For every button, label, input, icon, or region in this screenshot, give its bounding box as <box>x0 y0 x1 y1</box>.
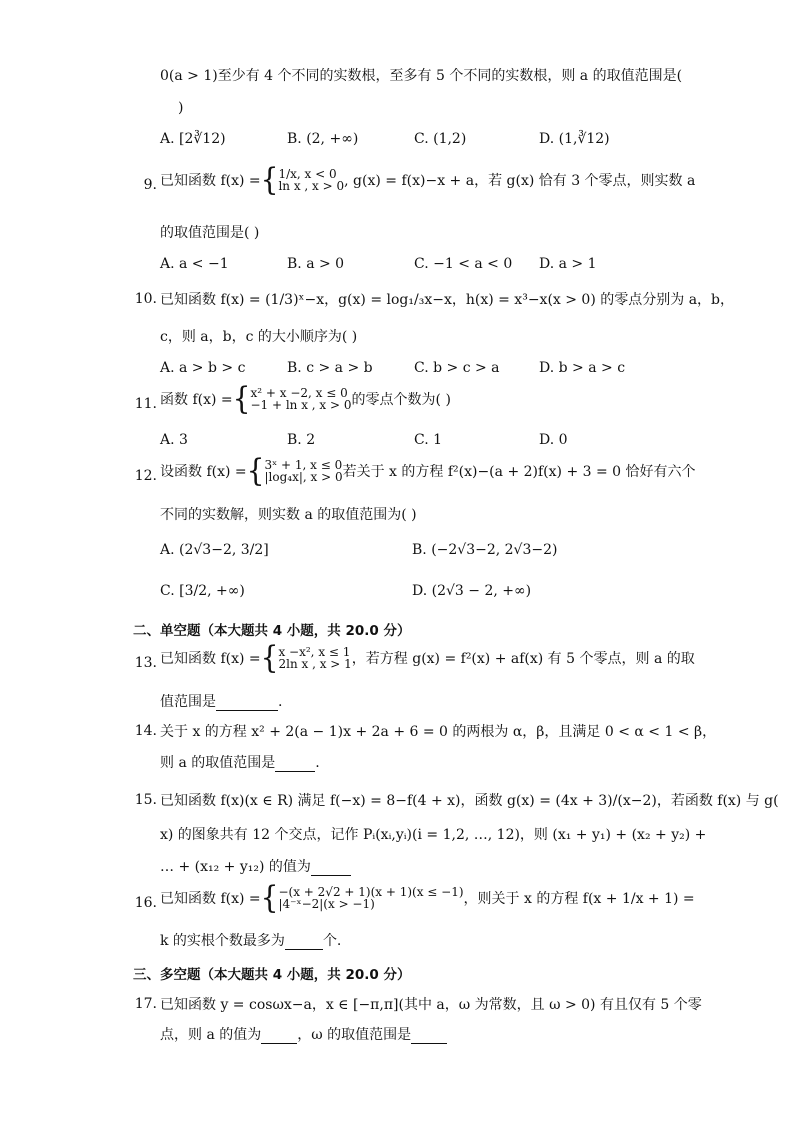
q12-option-c: C. [3/2, +∞) <box>160 583 245 599</box>
q14-line1: 关于 x 的方程 x² + 2(a − 1)x + 2a + 6 = 0 的两根为 α，β，且满足 0 < α < 1 < β， <box>160 724 717 740</box>
q9-option-d: D. a > 1 <box>539 256 597 272</box>
q12-option-d: D. (2√3 − 2, +∞) <box>412 583 532 599</box>
q9-line2: 的取值范围是( ) <box>160 225 260 241</box>
q9-option-c: C. −1 < a < 0 <box>414 256 513 272</box>
q11-brace: { <box>232 380 251 417</box>
q16-pre: 已知函数 f(x) = <box>160 891 261 907</box>
q9-pre: 已知函数 f(x) = <box>160 173 261 189</box>
q15-line3 <box>160 858 351 876</box>
q13-line2-text: 值范围是 <box>160 694 216 710</box>
q14-answer-blank[interactable] <box>275 757 315 772</box>
q16-line2 <box>160 932 341 950</box>
q11-option-a: A. 3 <box>160 432 188 448</box>
q8-line1: 0(a > 1)至少有 4 个不同的实数根，至多有 5 个不同的实数根，则 a 的取值范围是( <box>160 68 683 84</box>
q9-cases <box>278 168 344 192</box>
q12-option-a: A. (2√3−2, 3/2] <box>160 542 269 558</box>
section-3-heading: 三、多空题（本大题共 4 小题，共 20.0 分） <box>133 967 411 983</box>
q13-line2-end: . <box>278 694 283 710</box>
q17-line1: 已知函数 y = cosωx−a，x ∈ [−π,π](其中 a，ω 为常数，且 ω > 0) 有且仅有 5 个零 <box>160 997 702 1013</box>
q13-pre: 已知函数 f(x) = <box>160 651 261 667</box>
q15-line2: x) 的图象共有 12 个交点，记作 Pᵢ(xᵢ,yᵢ)(i = 1,2, …, 12)，则 (x₁ + y₁) + (x₂ + y₂) + <box>160 827 707 843</box>
q9-option-a: A. a < −1 <box>160 256 229 272</box>
q13-stem <box>160 639 695 676</box>
q16-line2-text: k 的实根个数最多为 <box>160 933 285 949</box>
q13-number: 13. <box>134 655 157 671</box>
q13-brace: { <box>260 639 279 676</box>
q8-line2: ) <box>178 100 184 116</box>
q11-option-b: B. 2 <box>287 432 316 448</box>
q10-line1: 已知函数 f(x) = (1/3)ˣ−x，g(x) = log₁/₃x−x，h(x) = x³−x(x > 0) 的零点分别为 a，b， <box>160 292 735 308</box>
q13-case1: x −x², x ≤ 1 <box>278 645 351 659</box>
section-2-heading: 二、单空题（本大题共 4 小题，共 20.0 分） <box>133 623 411 639</box>
q11-option-d: D. 0 <box>539 432 568 448</box>
q12-line2: 不同的实数解，则实数 a 的取值范围为( ) <box>160 507 417 523</box>
q17-answer-blank-2[interactable] <box>411 1029 447 1044</box>
q15-number: 15. <box>134 792 157 808</box>
q13-line2 <box>160 693 282 711</box>
q12-case1: 3ˣ + 1, x ≤ 0 <box>264 458 343 472</box>
q17-line2a: 点，则 a 的值为 <box>160 1027 262 1043</box>
q9-brace: { <box>260 161 279 198</box>
q10-option-a: A. a > b > c <box>160 360 246 376</box>
q9-case1: 1/x, x < 0 <box>278 167 337 181</box>
q17-number: 17. <box>134 996 157 1012</box>
q8-option-c: C. (1,2) <box>414 131 467 147</box>
q17-line2b: ，ω 的取值范围是 <box>297 1027 412 1043</box>
q16-line2-end: 个. <box>322 933 342 949</box>
q11-case1: x² + x −2, x ≤ 0 <box>250 386 348 400</box>
q11-post: 的零点个数为( ) <box>351 392 451 408</box>
q17-answer-blank-1[interactable] <box>261 1029 297 1044</box>
q16-answer-blank[interactable] <box>285 935 323 950</box>
q14-line2-end: . <box>315 755 320 771</box>
q12-post: 若关于 x 的方程 f²(x)−(a + 2)f(x) + 3 = 0 恰好有六个 <box>342 464 696 480</box>
q11-cases <box>250 387 351 411</box>
q13-case2: 2ln x , x > 1 <box>278 657 352 671</box>
q8-option-d: D. (1,∛12) <box>539 131 610 147</box>
q15-answer-blank[interactable] <box>311 861 351 876</box>
q15-line1: 已知函数 f(x)(x ∈ R) 满足 f(−x) = 8−f(4 + x)，函数 g(x) = (4x + 3)/(x−2)，若函数 f(x) 与 g( <box>160 793 779 809</box>
q16-stem <box>160 879 695 916</box>
q11-case2: −1 + ln x , x > 0 <box>250 398 352 412</box>
q12-case2: |log₄x|, x > 0 <box>264 470 343 484</box>
q12-cases <box>264 459 342 483</box>
q11-number: 11. <box>134 396 157 412</box>
q12-option-b: B. (−2√3−2, 2√3−2) <box>412 542 558 558</box>
q10-option-b: B. c > a > b <box>287 360 373 376</box>
q12-brace: { <box>246 452 265 489</box>
q9-post: , g(x) = f(x)−x + a，若 g(x) 恰有 3 个零点，则实数 a <box>344 173 696 189</box>
q12-stem <box>160 452 696 489</box>
q12-pre: 设函数 f(x) = <box>160 464 247 480</box>
q9-stem <box>160 161 696 198</box>
q10-number: 10. <box>134 291 157 307</box>
q14-line2 <box>160 754 320 772</box>
q8-option-b: B. (2, +∞) <box>287 131 359 147</box>
q11-stem <box>160 380 451 417</box>
q13-answer-blank[interactable] <box>216 696 278 711</box>
q16-brace: { <box>260 879 279 916</box>
q15-line3-text: … + (x₁₂ + y₁₂) 的值为 <box>160 859 311 875</box>
q10-option-c: C. b > c > a <box>414 360 500 376</box>
q11-pre: 函数 f(x) = <box>160 392 233 408</box>
q13-cases <box>278 646 351 670</box>
q10-line2: c，则 a，b，c 的大小顺序为( ) <box>160 329 358 345</box>
q12-number: 12. <box>134 468 157 484</box>
q14-line2-text: 则 a 的取值范围是 <box>160 755 276 771</box>
q16-number: 16. <box>134 895 157 911</box>
q14-number: 14. <box>134 723 157 739</box>
q16-case2: |4⁻ˣ−2|(x > −1) <box>278 897 375 911</box>
q8-option-a: A. [2∛12) <box>160 131 226 147</box>
q17-line2 <box>160 1026 447 1044</box>
q9-number: 9. <box>143 177 157 193</box>
q16-post: ，则关于 x 的方程 f(x + 1/x + 1) = <box>463 891 695 907</box>
q16-case1: −(x + 2√2 + 1)(x + 1)(x ≤ −1) <box>278 885 464 899</box>
q9-case2: ln x , x > 0 <box>278 179 345 193</box>
q10-option-d: D. b > a > c <box>539 360 626 376</box>
q13-post: ，若方程 g(x) = f²(x) + af(x) 有 5 个零点，则 a 的取 <box>351 651 695 667</box>
q11-option-c: C. 1 <box>414 432 443 448</box>
q9-option-b: B. a > 0 <box>287 256 345 272</box>
q16-cases <box>278 886 463 910</box>
